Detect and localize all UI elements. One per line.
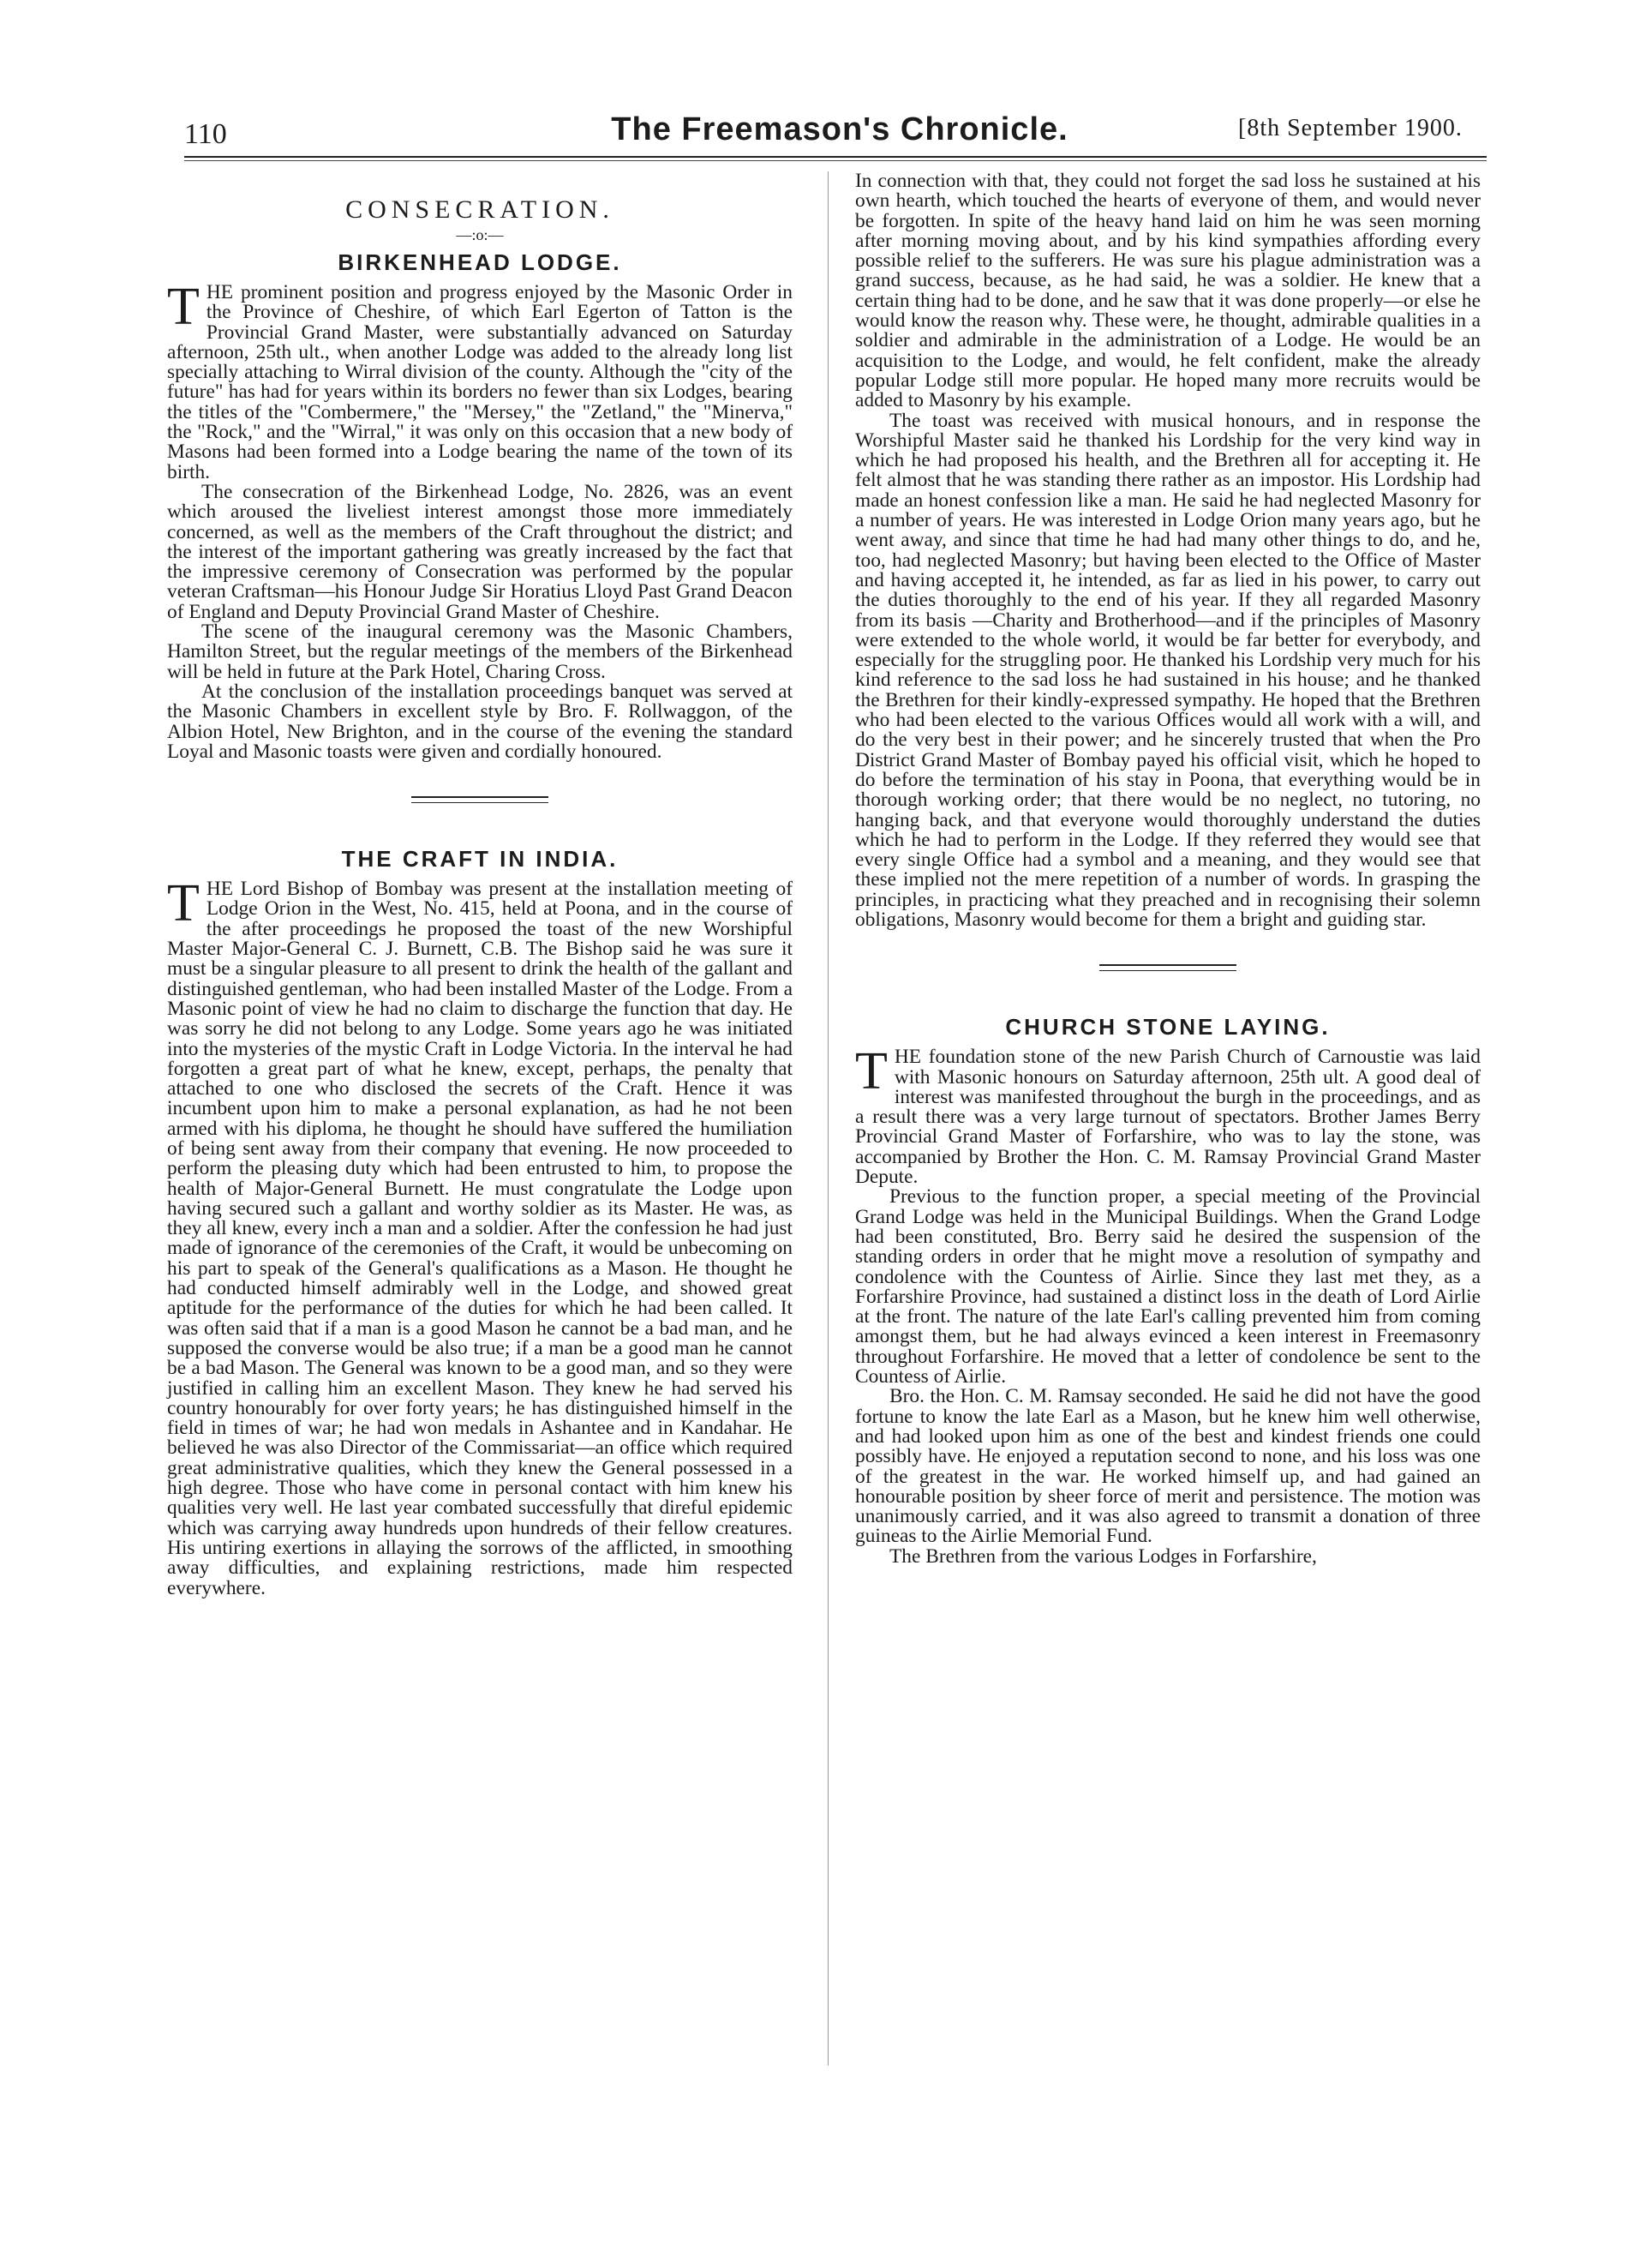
article-paragraph: THE Lord Bishop of Bombay was present at the installation meeting of Lodge Orion in the West, No. 415, held at Poona, and in the course of the after proceedings he proposed the toast of the new Worshipful Master Major-General C. J. Burnett, C.B. The Bishop said he was sure it must be a singular pleasure to all present to drink the health of the gallant and distinguished gentleman, who had been installed Master of the Lodge. From a Masonic point of view he had no claim to discharge the function that day. He was sorry he did not belong to any Lodge. Some years ago he was initiated into the mysteries of the mystic Craft in Lodge Victoria. In the interval he had forgotten a great part of what he knew, except, perhaps, the penalty that attached to one who disclosed the secrets of the Craft. Hence it was incumbent upon him to make a personal explanation, as had he not been armed with his diploma, he thought he should have suffered the humiliation of being sent away from their company that evening. He now proceeded to perform the pleasing duty which had been entrusted to him, to propose the health of Major-General Burnett. He must congratulate the Lodge upon having secured such a gallant and worthy soldier as its Master. He was, as they all knew, every inch a man and a soldier. After the confession he had just made of ignorance of the ceremonies of the Craft, it would be unbecoming on his part to speak of the General's qualifications as a Mason. He thought he had conducted himself admirably well in the Lodge, and showed great aptitude for the performance of the duties for which he had been called. It was often said that if a man is a good Mason he cannot be a bad man, and he supposed the converse would be also true; if a man be a good man he cannot be a bad Mason. The General was known to be a good man, and so they were justified in calling him an excellent Mason. They knew he had served his country honourably for over forty years; he has distinguished himself in the field in times of war; he had won medals in Ashantee and in Kandahar. He believed he was also Director of the Commissariat—an office which required great administrative qualities, which they knew the General possessed in a high degree. Those who have come in personal contact with him knew his qualities very well. He last year combated successfully that direful epidemic which was carrying away hundreds upon hundreds of their fellow creatures. His untiring exertions in allaying the sorrows of the afflicted, in smoothing away difficulties, and explaining restrictions, made him respected everywhere. [167, 874, 793, 1599]
article-paragraph: At the conclusion of the installation proceedings banquet was served at the Masonic Chambers in excellent style by Bro. F. Rollwaggon, of the Albion Hotel, New Brighton, and in the course of the evening the standard Loyal and Masonic toasts were given and cordially honoured. [167, 680, 793, 763]
right-column [855, 171, 1481, 1567]
section-separator [411, 796, 548, 803]
section-separator [1099, 964, 1236, 971]
article-paragraph: THE foundation stone of the new Parish Church of Carnoustie was laid with Masonic honours on Saturday afternoon, 25th ult. A good deal of interest was manifested throughout the burgh in the proceedings, and as a result there was a very large turnout of spectators. Brother James Berry Provincial Grand Master of Forfarshire, who was to lay the stone, was accompanied by Brother the Hon. C. M. Ramsay Provincial Grand Master Depute. [855, 1042, 1481, 1189]
heading-ornament: —:o:— [456, 226, 504, 243]
page-number: 110 [184, 118, 227, 150]
article-paragraph: The toast was received with musical honours, and in response the Worshipful Master said he thanked his Lordship for the very kind way in which he had proposed his health, and the Brethren all for accepting it. He felt almost that he was standing there rather as an impostor. His Lordship had made an honest confession like a man. He said he had neglected Masonry for a number of years. He was interested in Lodge Orion many years ago, but he went away, and since that time he had had many other things to do, and he, too, had neglected Masonry; but having been elected to the Office of Master and having accepted it, he intended, as far as lied in his power, to carry out the duties thoroughly to the end of his year. If they all regarded Masonry from its basis —Charity and Brotherhood—and if the principles of Masonry were extended to the whole world, it would be far better for everybody, and especially for the struggling poor. He thanked his Lordship very much for his kind reference to the sad loss he had sustained in his house; and he thanked the Brethren for their kindly-expressed sympathy. He hoped that the Brethren who had been elected to the various Offices would all work with a will, and do the very best in their power; and he sincerely trusted that when the Pro District Grand Master of Bombay payed his official visit, which he hoped to do before the termination of his stay in Poona, that everything would be in thorough working order; that there would be no neglect, no tutoring, no hanging back, and that everyone would thoroughly understand the duties which he had to perform in the Lodge. If they referred they would see that every single Office had a symbol and a meaning, and they would see that these implied not the mere repetition of a number of words. In grasping the principles, in practicing what they preached and in recognising their solemn obligations, Masonry would become for them a bright and guiding star. [855, 409, 1481, 931]
article-paragraph: In connection with that, they could not forget the sad loss he sustained at his own hearth, which touched the hearts of everyone of them, and would never be forgotten. In spite of the heavy hand laid on him he was seen morning after morning moving about, and by his kind sympathies affording every possible relief to the sufferers. He was sure his plague administration was a grand success, because, as he had said, he was a soldier. He knew that a certain thing had to be done, and he saw that it was done properly—or else he would know the reason why. These were, he thought, admirable qualities in a soldier and admirable in the administration of a Lodge. He would be an acquisition to the Lodge, and would, he felt confident, make the already popular Lodge still more popular. He hoped many more recruits would be added to Masonry by his example. [855, 170, 1481, 412]
birkenhead-lodge-heading: BIRKENHEAD LODGE. [338, 249, 622, 275]
consecration-heading: CONSECRATION. [345, 195, 614, 224]
article-paragraph: The consecration of the Birkenhead Lodge, No. 2826, was an event which aroused the liveliest interest amongst those more immediately concerned, as well as the members of the Craft throughout the district; and the interest of the important gathering was greatly increased by the fact that the impressive ceremony of Consecration was performed by the popular veteran Craftsman—his Honour Judge Sir Horatius Lloyd Past Grand Deacon of England and Deputy Provincial Grand Master of Cheshire. [167, 480, 793, 623]
header-rule-thin [184, 160, 1487, 161]
left-column [167, 180, 793, 1598]
church-stone-laying-heading: CHURCH STONE LAYING. [1005, 1014, 1331, 1041]
article-paragraph: The scene of the inaugural ceremony was the Masonic Chambers, Hamilton Street, but the regular meetings of the members of the Birkenhead will be held in future at the Park Hotel, Charing Cross. [167, 621, 793, 683]
article-paragraph: The Brethren from the various Lodges in Forfarshire, [889, 1544, 1317, 1568]
article-paragraph: Previous to the function proper, a special meeting of the Provincial Grand Lodge was held in the Municipal Buildings. When the Grand Lodge had been constituted, Bro. Berry said he desired the suspension of the standing orders in order that he might move a resolution of sympathy and condolence with the Countess of Airlie. Since they last met they, as a Forfarshire Province, had sustained a distinct loss in the death of Lord Airlie at the front. The nature of the late Earl's calling prevented him from coming amongst them, but he had always evinced a keen interest in Freemasonry throughout Forfarshire. He moved that a letter of condolence be sent to the Countess of Airlie. [855, 1185, 1481, 1388]
header-rule [184, 156, 1487, 158]
craft-in-india-heading: THE CRAFT IN INDIA. [341, 846, 619, 873]
article-paragraph: THE prominent position and progress enjoyed by the Masonic Order in the Province of Cheshire, of which Earl Egerton of Tatton is the Provincial Grand Master, were substantially advanced on Saturday afternoon, 25th ult., when another Lodge was added to the already long list specially attaching to Wirral division of the county. Although the "city of the future" has had for years within its borders no fewer than six Lodges, bearing the titles of the "Combermere," the "Mersey," the "Zetland," the "Minerva," the "Rock," and the "Wirral," it was only on this occasion that a new body of Masons had been formed into a Lodge bearing the name of the town of its birth. [167, 278, 793, 483]
issue-date: [8th September 1900. [1238, 115, 1463, 141]
publication-title: The Freemason's Chronicle. [611, 111, 1068, 147]
column-divider [828, 171, 829, 2066]
article-paragraph: Bro. the Hon. C. M. Ramsay seconded. He said he did not have the good fortune to know the late Earl as a Mason, but he knew him well otherwise, and had looked upon him as one of the best and kindest friends one could possibly have. He enjoyed a reputation second to none, and his loss was one of the greatest in the war. He worked himself up, and had gained an honourable position by sheer force of merit and persistence. The motion was unanimously carried, and it was also agreed to transmit a donation of three guineas to the Airlie Memorial Fund. [855, 1385, 1481, 1548]
